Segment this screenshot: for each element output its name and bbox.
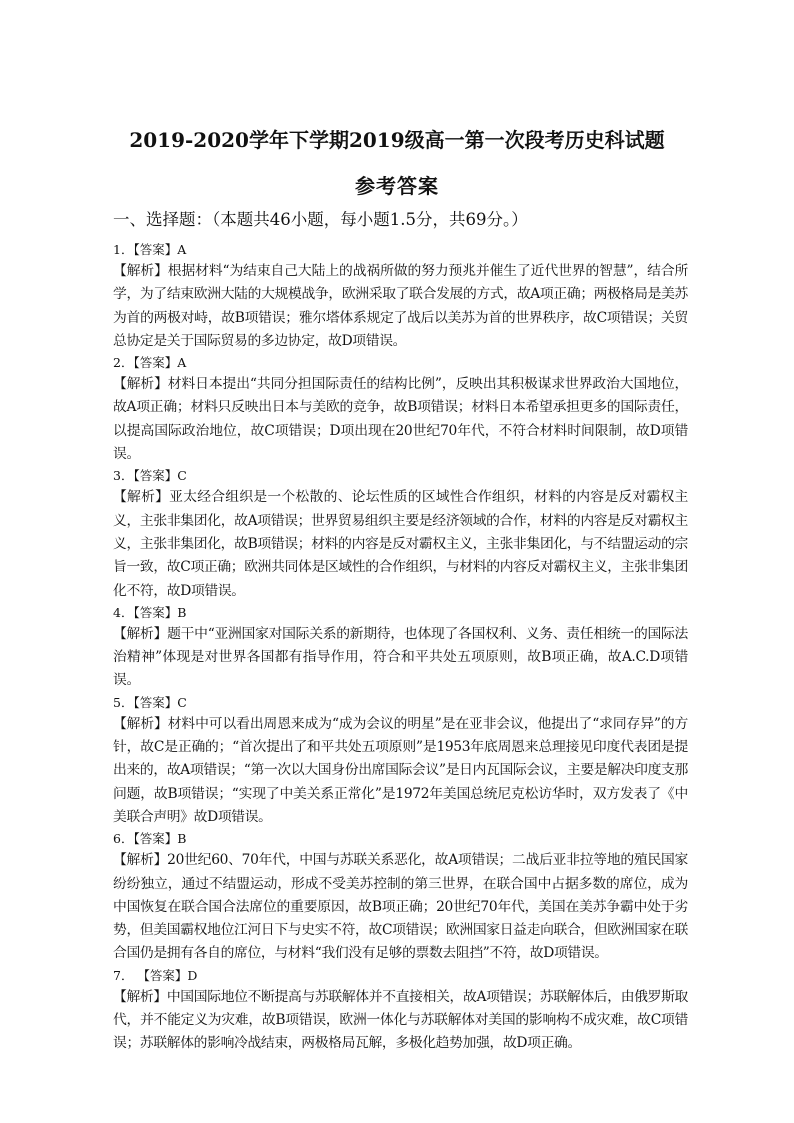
answer-key: 7． 【答案】D	[113, 967, 198, 983]
answer-explanation: 【解析】20世纪60、70年代，中国与苏联关系恶化，故A项错误；二战后亚非拉等地的殖民国家纷纷独立，通过不结盟运动，形成不受美苏控制的第三世界，在联合国中占据多数的席位，成为中国恢复在联合国合法席位的重要原因，故B项正确；20世纪70年代，美国在美苏争霸中处于劣势，但美国霸权地位江河日下与史实不符，故C项错误；欧洲国家日益走向联合，但欧洲国家在联合国仍是拥有各自的席位，与材料“我们没有足够的票数去阻挡”不符，故D项错误。	[113, 852, 688, 962]
answer-key: 3．【答案】C	[113, 468, 187, 484]
answer-explanation: 【解析】材料中可以看出周恩来成为“成为会议的明星”是在亚非会议，他提出了“求同存异”的方针，故C是正确的；“首次提出了和平共处五项原则”是1953年底周恩来总理接见印度代表团是提出来的，故A项错误；“第一次以大国身份出席国际会议”是日内瓦国际会议，主要是解决印度支那问题，故B项错误；“实现了中美关系正常化”是1972年美国总统尼克松访华时，双方发表了《中美联合声明》故D项错误。	[113, 715, 688, 825]
answer-item-7	[113, 966, 688, 1056]
answer-explanation: 【解析】题干中“亚洲国家对国际关系的新期待，也体现了各国权利、义务、责任相统一的国际法治精神”体现是对世界各国都有指导作用，符合和平共处五项原则，故B项正确，故A.C.D项错误。	[113, 625, 688, 689]
answer-item-3	[113, 466, 688, 602]
answer-explanation: 【解析】根据材料“为结束自己大陆上的战祸所做的努力预兆并催生了近代世界的智慧”，结合所学，为了结束欧洲大陆的大规模战争，欧洲采取了联合发展的方式，故A项正确；两极格局是美苏为首的两极对峙，故B项错误；雅尔塔体系规定了战后以美苏为首的世界秩序，故C项错误；关贸总协定是关于国际贸易的多边协定，故D项错误。	[113, 263, 688, 349]
answer-key: 6．【答案】B	[113, 831, 187, 847]
document-title: 2019-2020学年下学期2019级高一第一次段考历史科试题	[129, 128, 665, 152]
answer-item-2	[113, 353, 688, 466]
answer-explanation: 【解析】亚太经合组织是一个松散的、论坛性质的区域性合作组织，材料的内容是反对霸权主义，主张非集团化，故A项错误；世界贸易组织主要是经济领域的合作，材料的内容是反对霸权主义，主张非集团化，故B项错误；材料的内容是反对霸权主义，主张非集团化，与不结盟运动的宗旨一致，故C项正确；欧洲共同体是区域性的合作组织，与材料的内容反对霸权主义，主张非集团化不符，故D项错误。	[113, 489, 688, 599]
answer-key: 1．【答案】A	[113, 242, 187, 257]
answer-key: 5．【答案】C	[113, 694, 187, 710]
answer-item-4	[113, 603, 688, 693]
answer-key: 2．【答案】A	[113, 355, 187, 371]
answer-key: 4．【答案】B	[113, 604, 187, 620]
answer-item-5	[113, 693, 688, 829]
answer-item-1	[113, 240, 688, 353]
answer-item-6	[113, 829, 688, 965]
answer-explanation: 【解析】材料日本提出“共同分担国际责任的结构比例”，反映出其积极谋求世界政治大国地位，故A项正确；材料只反映出日本与美欧的竞争，故B项错误；材料日本希望承担更多的国际责任，以提高国际政治地位，故C项错误；D项出现在20世纪70年代，不符合材料时间限制，故D项错误。	[113, 376, 688, 463]
answer-list	[113, 240, 688, 1056]
document-subtitle: 参考答案	[355, 174, 439, 198]
answer-explanation: 【解析】中国国际地位不断提高与苏联解体并不直接相关，故A项错误；苏联解体后，由俄罗斯取代，并不能定义为灾难，故B项错误，欧洲一体化与苏联解体对美国的影响构不成灾难，故C项错误；苏联解体的影响冷战结束，两极格局瓦解，多极化趋势加强，故D项正确。	[113, 988, 688, 1052]
section-heading: 一、选择题：（本题共46小题，每小题1.5分，共69分。）	[113, 210, 528, 229]
